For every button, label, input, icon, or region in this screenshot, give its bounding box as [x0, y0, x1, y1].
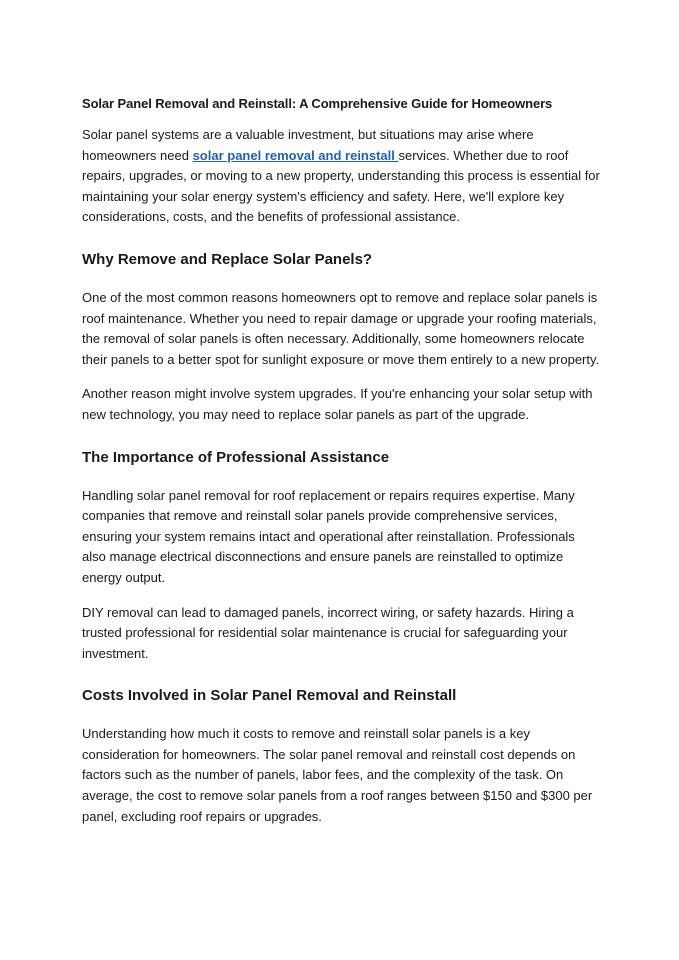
intro-text-before-link: Solar panel systems are a valuable investment, but situations may arise where homeowners need [82, 127, 534, 163]
section-heading-why-remove: Why Remove and Replace Solar Panels? [82, 250, 373, 268]
why-remove-paragraph-2: Another reason might involve system upgrades. If you're enhancing your solar setup with new technology, you may need to replace solar panels as part of the upgrade. [82, 386, 593, 422]
why-remove-paragraph-1: One of the most common reasons homeowners opt to remove and replace solar panels is roof maintenance. Whether you need to repair damage or upgrade your roofing materials, the removal of solar panels is often necessary. Additionally, some homeowners relocate their panels to a better spot for sunlight exposure or move them entirely to a new property. [82, 289, 600, 367]
costs-paragraph-1: Understanding how much it costs to remove and reinstall solar panels is a key consideration for homeowners. The solar panel removal and reinstall cost depends on factors such as the number of panels, labor fees, and the complexity of the task. On average, the cost to remove solar panels from a roof ranges between $150 and $300 per panel, excluding roof repairs or upgrades. [82, 726, 593, 824]
intro-text-after-link: services. Whether due to roof repairs, upgrades, or moving to a new property, understanding this process is essential for maintaining your solar energy system's efficiency and safety. Here, we'll explore key considerations, costs, and the benefits of professional assistance. [82, 147, 600, 225]
professional-paragraph-2: DIY removal can lead to damaged panels, incorrect wiring, or safety hazards. Hiring a trusted professional for residential solar maintenance is crucial for safeguarding your investment. [82, 604, 574, 661]
solar-panel-removal-link[interactable]: solar panel removal and reinstall [192, 147, 399, 163]
intro-paragraph [82, 125, 602, 228]
professional-paragraph-1: Handling solar panel removal for roof replacement or repairs requires expertise. Many companies that remove and reinstall solar panels provide comprehensive services, ensuring your system remains intact and operational after reinstallation. Professionals also manage electrical disconnections and ensure panels are reinstalled to optimize energy output. [82, 487, 575, 585]
document-page [82, 95, 602, 827]
section-heading-costs: Costs Involved in Solar Panel Removal and Reinstall [82, 687, 457, 705]
document-title: Solar Panel Removal and Reinstall: A Comprehensive Guide for Homeowners [82, 96, 553, 111]
section-heading-professional-assistance: The Importance of Professional Assistance [82, 448, 390, 466]
